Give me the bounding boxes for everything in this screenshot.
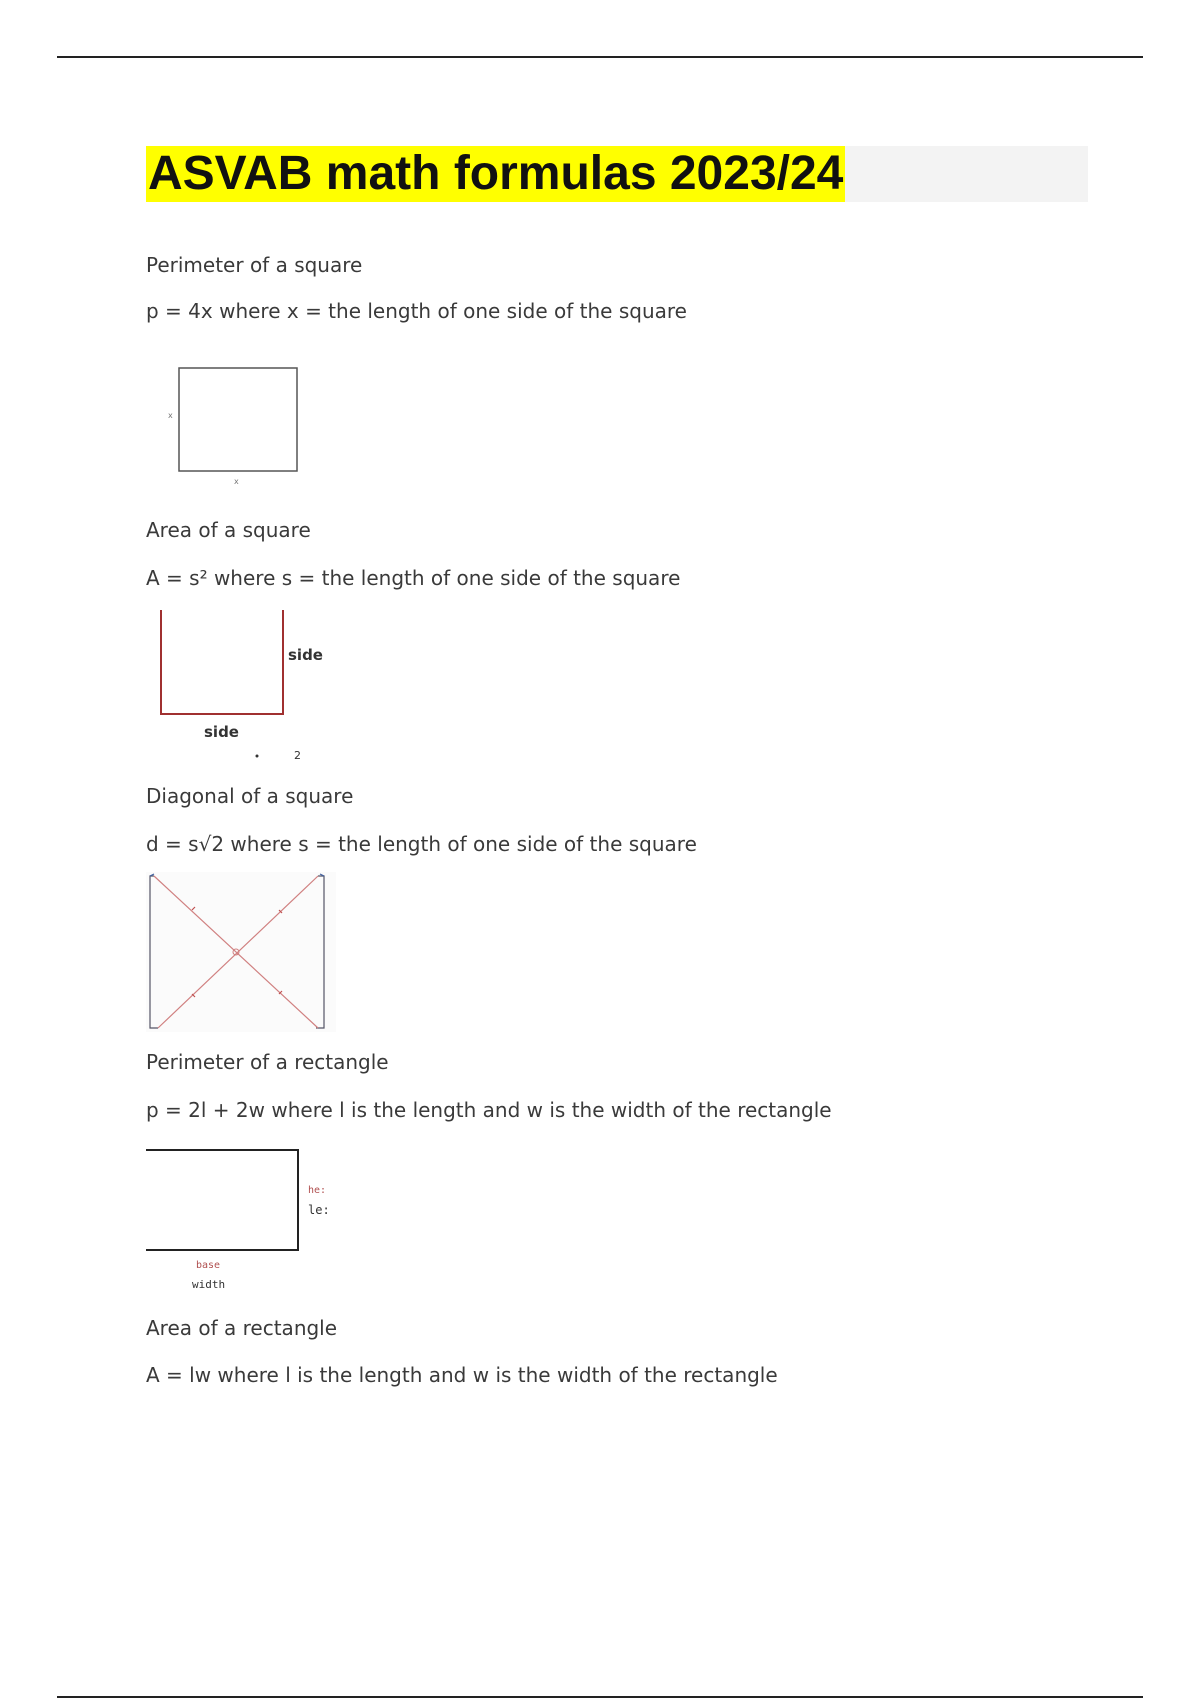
perimeter-square-figure [164,364,304,488]
area-rectangle-formula: A = lw where l is the length and w is the width of the rectangle [146,1363,778,1387]
square-three-sides [161,610,283,714]
square-shape [179,368,297,471]
area-square-figure [156,608,326,768]
area-square-heading: Area of a square [146,518,311,542]
area-square-formula: A = s² where s = the length of one side of the square [146,566,681,590]
perimeter-rectangle-heading: Perimeter of a rectangle [146,1050,389,1074]
footer-rule [57,1696,1143,1698]
base-label: base [196,1260,221,1271]
area-rectangle-heading: Area of a rectangle [146,1316,338,1340]
page-title: ASVAB math formulas 2023/24 [148,147,844,200]
width-label: width [192,1278,226,1291]
side-label-bottom: side [204,723,239,741]
diagonal-square-figure [146,872,336,1032]
perimeter-square-formula: p = 4x where x = the length of one side of the square [146,299,687,323]
perimeter-rectangle-figure [146,1148,346,1294]
rectangle-outline [146,1150,298,1250]
header-rule [57,56,1143,58]
diagram-background [146,872,336,1032]
perimeter-square-heading: Perimeter of a square [146,253,363,277]
diagonal-square-heading: Diagonal of a square [146,784,354,808]
formula-dot [256,755,259,758]
diagonal-square-formula: d = s√2 where s = the length of one side of the square [146,832,697,856]
perimeter-rectangle-formula: p = 2l + 2w where l is the length and w is the width of the rectangle [146,1098,832,1122]
side-label-right: side [288,646,323,664]
square-side-label: x [168,411,173,420]
square-bottom-label: x [234,477,239,486]
exponent-caption: 2 [294,749,301,762]
length-label: le: [308,1203,330,1217]
height-label: he: [308,1185,327,1196]
